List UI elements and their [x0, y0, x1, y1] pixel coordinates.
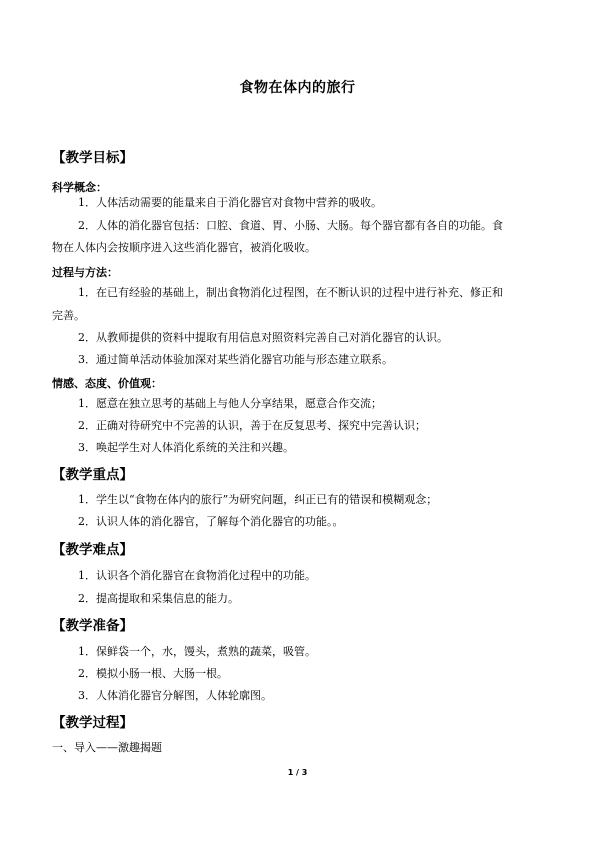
- process-item-1: 一、导入——激趣揭题: [52, 741, 162, 754]
- attitude-item-3: 3．唤起学生对人体消化系统的关注和兴趣。: [78, 441, 294, 454]
- section-heading-key-points: 【教学重点】: [52, 467, 133, 483]
- section-heading-goals: 【教学目标】: [52, 150, 133, 166]
- subheading-attitudes: 情感、态度、价值观：: [52, 377, 162, 390]
- subheading-science-concepts: 科学概念：: [52, 181, 107, 194]
- key-point-item-1: 1．学生以“食物在体内的旅行”为研究问题，纠正已有的错误和模糊观念；: [78, 493, 438, 506]
- document-title: 食物在体内的旅行: [239, 80, 356, 96]
- page-number: 1 / 3: [287, 768, 308, 777]
- science-concept-item-1: 1．人体活动需要的能量来自于消化器官对食物中营养的吸收。: [78, 196, 382, 209]
- preparation-item-3: 3．人体消化器官分解图，人体轮廓图。: [78, 689, 272, 702]
- process-method-item-2: 2．从教师提供的资料中提取有用信息对照资料完善自己对消化器官的认识。: [78, 331, 448, 344]
- section-heading-preparation: 【教学准备】: [52, 618, 133, 634]
- subheading-process-methods: 过程与方法：: [52, 266, 118, 279]
- science-concept-item-2-line-2: 物在人体内会按顺序进入这些消化器官，被消化吸收。: [52, 241, 316, 254]
- key-point-item-2: 2．认识人体的消化器官，了解每个消化器官的功能。。: [78, 515, 344, 528]
- section-heading-process: 【教学过程】: [52, 715, 133, 731]
- process-method-item-1-line-1: 1．在已有经验的基础上，制出食物消化过程图，在不断认识的过程中进行补充、修正和: [78, 286, 503, 299]
- attitude-item-1: 1．愿意在独立思考的基础上与他人分享结果，愿意合作交流；: [78, 397, 382, 410]
- attitude-item-2: 2．正确对待研究中不完善的认识，善于在反复思考、探究中完善认识；: [78, 419, 426, 432]
- process-method-item-3: 3．通过简单活动体验加深对某些消化器官功能与形态建立联系。: [78, 353, 393, 366]
- science-concept-item-2-line-1: 2．人体的消化器官包括：口腔、食道、胃、小肠、大肠。每个器官都有各自的功能。食: [78, 219, 503, 232]
- preparation-item-1: 1．保鲜袋一个，水，馒头，煮熟的蔬菜，吸管。: [78, 645, 316, 658]
- difficulty-item-2: 2．提高提取和采集信息的能力。: [78, 592, 239, 605]
- process-method-item-1-line-2: 完善。: [52, 309, 85, 322]
- difficulty-item-1: 1．认识各个消化器官在食物消化过程中的功能。: [78, 569, 316, 582]
- section-heading-difficulties: 【教学难点】: [52, 542, 133, 558]
- preparation-item-2: 2．模拟小肠一根、大肠一根。: [78, 667, 228, 680]
